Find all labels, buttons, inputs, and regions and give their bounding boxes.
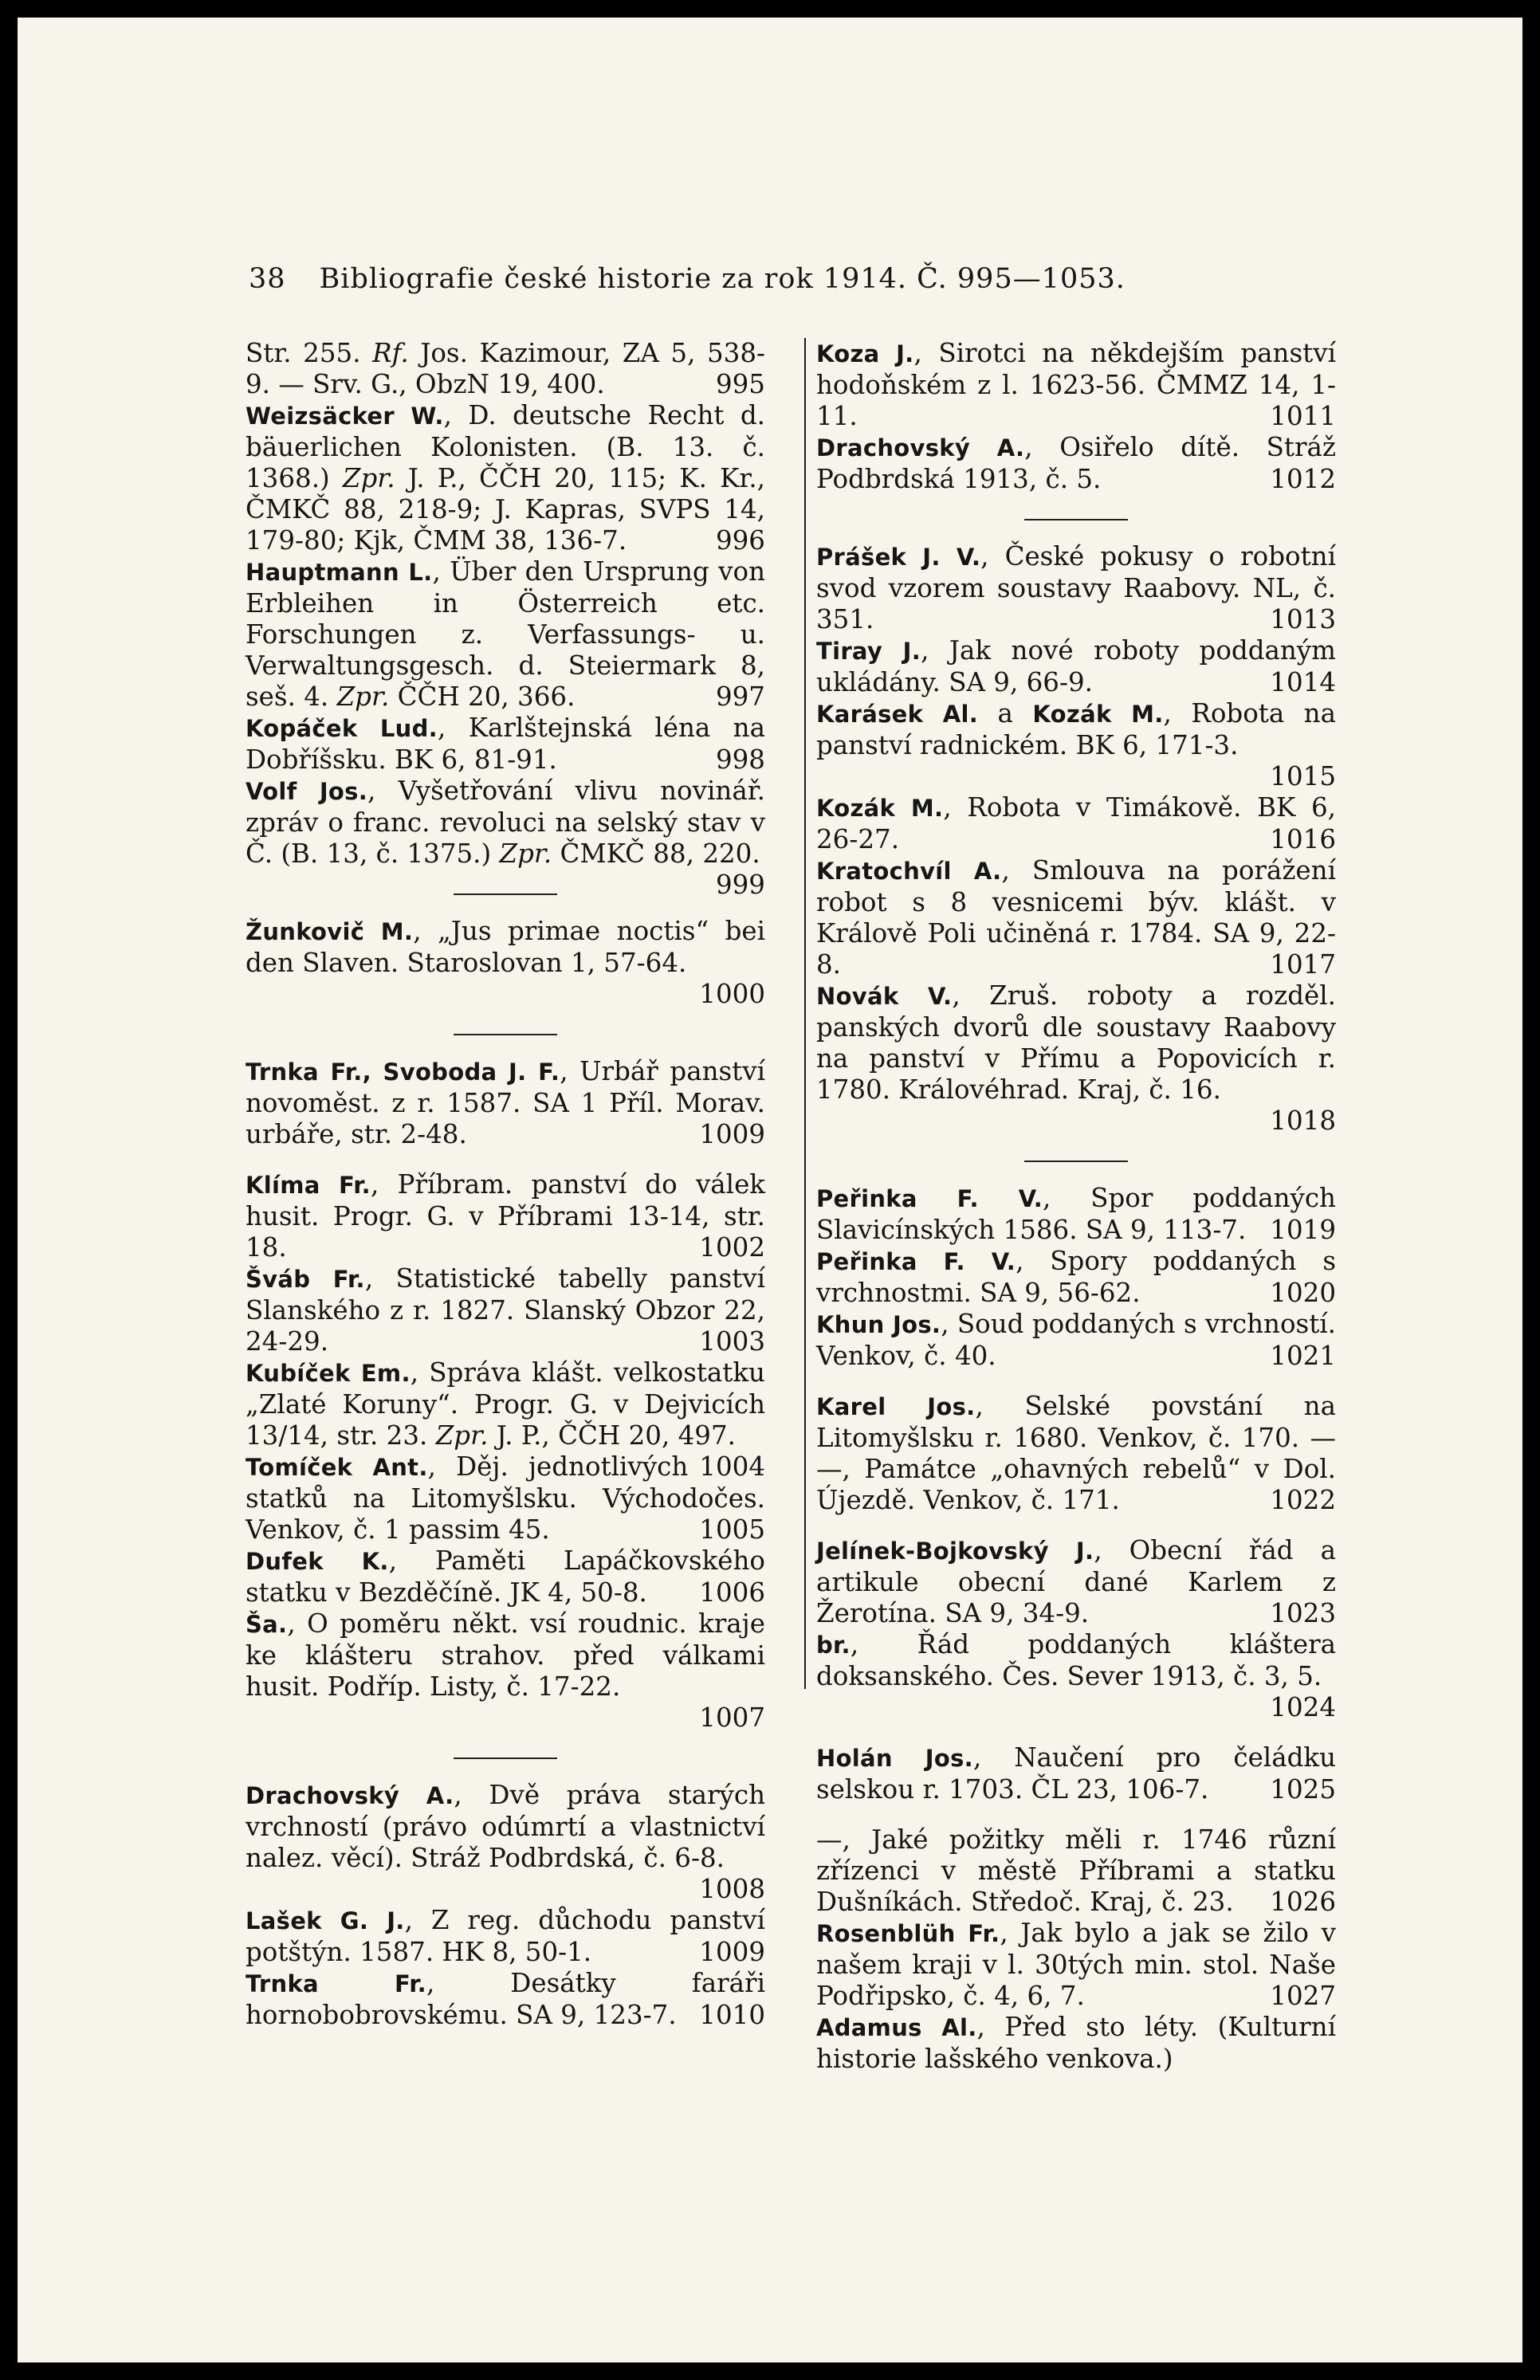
entry-author: Trnka Fr. [246,1970,426,1997]
section-separator [1024,1161,1128,1162]
entry-author: Hauptmann L. [246,559,433,586]
column-divider [804,338,806,1689]
entry-author: Rosenblüh Fr. [816,1920,1000,1947]
entry-author: Peřinka F. V. [816,1185,1043,1212]
entry-author: Dufek K. [246,1548,389,1575]
entry-1006: Dufek K., Paměti Lapáčkovského statku v Bezděčíně. JK 4, 50-8. 1006 [246,1545,765,1608]
entry-author: Drachovský A. [246,1782,454,1809]
entry-number: 996 [715,525,765,556]
entry-author: Weizsäcker W. [246,403,444,430]
entry-1020: Peřinka F. V., Spory poddaných s vrchnostmi. SA 9, 56-62. 1020 [816,1246,1336,1308]
entry-1022: Karel Jos., Selské povstání na Litomyšlsku r. 1680. Venkov, č. 170. — —, Památce „ohavných rebelů“ v Dol. Újezdě. Venkov, č. 171. 1022 [816,1391,1336,1515]
entry-1023: Jelínek-Bojkovský J., Obecní řád a artikule obecní dané Karlem z Žerotína. SA 9, 34-9. 1023 [816,1535,1336,1628]
page-header [249,263,1126,295]
running-title: Bibliografie české historie za rok 1914. Č. 995—1053. [319,263,1126,295]
entry-number: 1026 [1270,1887,1336,1917]
entry-1027: Rosenblüh Fr., Jak bylo a jak se žilo v našem kraji v l. 30tých min. stol. Naše Podřipsko, č. 4, 6, 7. 1027 [816,1918,1336,2011]
entry-author: Jelínek-Bojkovský J. [816,1538,1094,1565]
entry-number: 995 [715,369,765,399]
entry-author: Adamus Al. [816,2014,977,2041]
entry-996: Weizsäcker W., D. deutsche Recht d. bäuerlichen Kolonisten. (B. 13. č. 1368.) Zpr. J. P., ČČH 20, 115; K. Kr., ČMKČ 88, 218-9; J. Kapras, SVPS 14, 179-80; Kjk, ČMM 38, 136-7. 996 [246,400,766,556]
entry-number: 1020 [1270,1278,1336,1308]
entry-number: 1014 [1270,667,1336,697]
entry-number: 997 [715,681,765,712]
entry-author: Koza J. [816,340,914,367]
entry-number: 1022 [1270,1485,1336,1515]
entry-1010: Trnka Fr., Desátky faráři hornobobrovskému. SA 9, 123-7. 1010 [246,1968,765,2030]
entry-1004: Kubíček Em., Správa klášt. velkostatku „Zlaté Koruny“. Progr. G. v Dejvicích 13/14, str. 23. Zpr. J. P., ČČH 20, 497. 1004 [246,1357,765,1482]
entry-1002: Klíma Fr., Příbram. panství do válek husit. Progr. G. v Příbrami 13-14, str. 18. 1002 [246,1169,766,1263]
right-column [816,338,1336,2075]
entry-author: Tomíček Ant. [246,1454,428,1481]
entry-author: Peřinka F. V. [816,1248,1016,1275]
entry-author: Drachovský A. [816,434,1025,461]
entry-number: 1018 [1270,1106,1336,1136]
entry-number: 1006 [699,1577,765,1608]
entry-1003: Šváb Fr., Statistické tabelly panství Slanského z r. 1827. Slanský Obzor 22, 24-29. 1003 [246,1263,765,1357]
entry-1013: Prášek J. V., České pokusy o robotní svod vzorem soustavy Raabovy. NL, č. 351. 1013 [816,541,1336,634]
entry-number: 1004 [699,1451,765,1482]
section-separator [454,1758,557,1759]
entry-995: Str. 255. Rf. Jos. Kazimour, ZA 5, 538-9. — Srv. G., ObzN 19, 400. 995 [246,338,765,399]
entry-author: Karásek Al. [816,701,979,728]
entry-1024: br., Řád poddaných kláštera doksanského. Čes. Sever 1913, č. 3, 5. 1024 [816,1629,1336,1722]
section-separator [454,1034,557,1035]
entry-1005: Tomíček Ant., Děj. jednotlivých statků na Litomyšlsku. Východočes. Venkov, č. 1 passim 45. 1005 [246,1451,765,1545]
entry-number: 999 [715,870,765,900]
entry-author: Tiray J. [816,638,921,665]
entry-number: 1024 [1270,1692,1336,1722]
entry-author: Klíma Fr. [246,1172,371,1199]
entry-1019: Peřinka F. V., Spor poddaných Slavicínských 1586. SA 9, 113-7. 1019 [816,1183,1336,1245]
entry-author: Karel Jos. [816,1393,976,1420]
entry-1011: Koza J., Sirotci na někdejším panství hodoňském z l. 1623-56. ČMMZ 14, 1-11. 1011 [816,338,1336,431]
entry-number: 1021 [1270,1341,1336,1371]
entry-1026: —, Jaké požitky měli r. 1746 různí zřízenci v městě Příbrami a statku Dušníkách. Středoč. Kraj, č. 23. 1026 [816,1824,1336,1917]
entry-number: 1008 [699,1874,765,1904]
entry-1021: Khun Jos., Soud poddaných s vrchností. Venkov, č. 40. 1021 [816,1309,1336,1371]
entry-number: 1005 [699,1514,765,1545]
entry-998: Kopáček Lud., Karlštejnská léna na Dobříšsku. BK 6, 81-91. 998 [246,713,765,775]
entry-number: 1000 [699,979,765,1009]
entry-1012: Drachovský A., Osiřelo dítě. Stráž Podbrdská 1913, č. 5. 1012 [816,432,1336,494]
entry-author: Kubíček Em. [246,1360,411,1387]
entry-number: 1010 [699,2000,765,2030]
entry-999: Volf Jos., Vyšetřování vlivu novinář. zpráv o franc. revoluci na selský stav v Č. (B. 13, č. 1375.) Zpr. ČMKČ 88, 220. 999 [246,776,765,900]
entry-last: Adamus Al., Před sto léty. (Kulturní historie lašského venkova.) [816,2012,1336,2074]
entry-number: 998 [715,744,765,775]
entry-1009a: Trnka Fr., Svoboda J. F., Urbář panství novoměst. z r. 1587. SA 1 Příl. Morav. urbáře, str. 2-48. 1009 [246,1056,765,1149]
section-separator [454,893,557,895]
entry-coauthor: Kozák M. [1032,701,1164,728]
entry-number: 1009 [699,1937,765,1967]
entry-number: 1023 [1270,1598,1336,1628]
entry-number: 1007 [699,1703,765,1733]
entry-number: 1016 [1270,824,1336,854]
entry-author: Novák V. [816,983,953,1010]
entry-1017: Kratochvíl A., Smlouva na porážení robot s 8 vesnicemi býv. klášt. v Králově Poli učiněná r. 1784. SA 9, 22-8. 1017 [816,855,1336,980]
entry-author: Žunkovič M. [246,918,414,945]
entry-number: 1025 [1270,1774,1336,1805]
entry-author: Kopáček Lud. [246,715,438,742]
entry-1014: Tiray J., Jak nové roboty poddaným ukládány. SA 9, 66-9. 1014 [816,635,1336,697]
page-number: 38 [249,263,286,295]
entry-1008: Drachovský A., Dvě práva starých vrchností (právo odúmrtí a vlastnictví nalez. věcí). Stráž Podbrdská, č. 6-8. 1008 [246,1780,765,1904]
entry-number: 1002 [699,1232,765,1263]
entry-author: Volf Jos. [246,778,368,805]
book-page [18,18,1522,2362]
entry-1007: Ša., O poměru někt. vsí roudnic. kraje ke klášteru strahov. před válkami husit. Podříp. Listy, č. 17-22. 1007 [246,1608,765,1733]
entry-author: Khun Jos. [816,1311,941,1338]
entry-number: 1027 [1270,1981,1336,2011]
entry-author: Kratochvíl A. [816,858,1002,885]
entry-author: br. [816,1632,851,1659]
entry-author: Ša. [246,1611,288,1638]
entry-1000: Žunkovič M., „Jus primae noctis“ bei den Slaven. Staroslovan 1, 57-64. 1000 [246,916,766,1009]
entry-author: Kozák M. [816,795,944,822]
entry-author: Trnka Fr., Svoboda J. F. [246,1058,560,1086]
entry-1016: Kozák M., Robota v Timákově. BK 6, 26-27. 1016 [816,792,1336,854]
entry-number: 1015 [1270,761,1336,791]
entry-number: 1003 [699,1326,765,1357]
entry-997: Hauptmann L., Über den Ursprung von Erbleihen in Österreich etc. Forschungen z. Verfassungs- u. Verwaltungsgesch. d. Steiermark 8, seš. 4. Zpr. ČČH 20, 366. 997 [246,556,765,712]
entry-number: 1017 [1270,949,1336,980]
entry-1025: Holán Jos., Naučení pro čeládku selskou r. 1703. ČL 23, 106-7. 1025 [816,1742,1336,1805]
entry-author: Šváb Fr. [246,1266,365,1293]
entry-number: 1013 [1270,604,1336,634]
entry-number: 1012 [1270,464,1336,494]
entry-number: 1009 [699,1119,765,1149]
entry-number: 1011 [1270,401,1336,431]
entry-1018: Novák V., Zruš. roboty a rozděl. panských dvorů dle soustavy Raabovy na panství v Přímu a Popovicích r. 1780. Královéhrad. Kraj, č. 16. 1018 [816,980,1336,1136]
entry-author: Prášek J. V. [816,544,981,571]
left-column [246,338,765,2031]
entry-number: 1019 [1270,1215,1336,1245]
entry-author: Holán Jos. [816,1745,973,1772]
entry-1015: Karásek Al. a Kozák M., Robota na panství radnickém. BK 6, 171-3. 1015 [816,698,1336,791]
section-separator [1024,519,1128,520]
entry-author: Lašek G. J. [246,1907,405,1934]
entry-1009b: Lašek G. J., Z reg. důchodu panství potštýn. 1587. HK 8, 50-1. 1009 [246,1905,766,1967]
